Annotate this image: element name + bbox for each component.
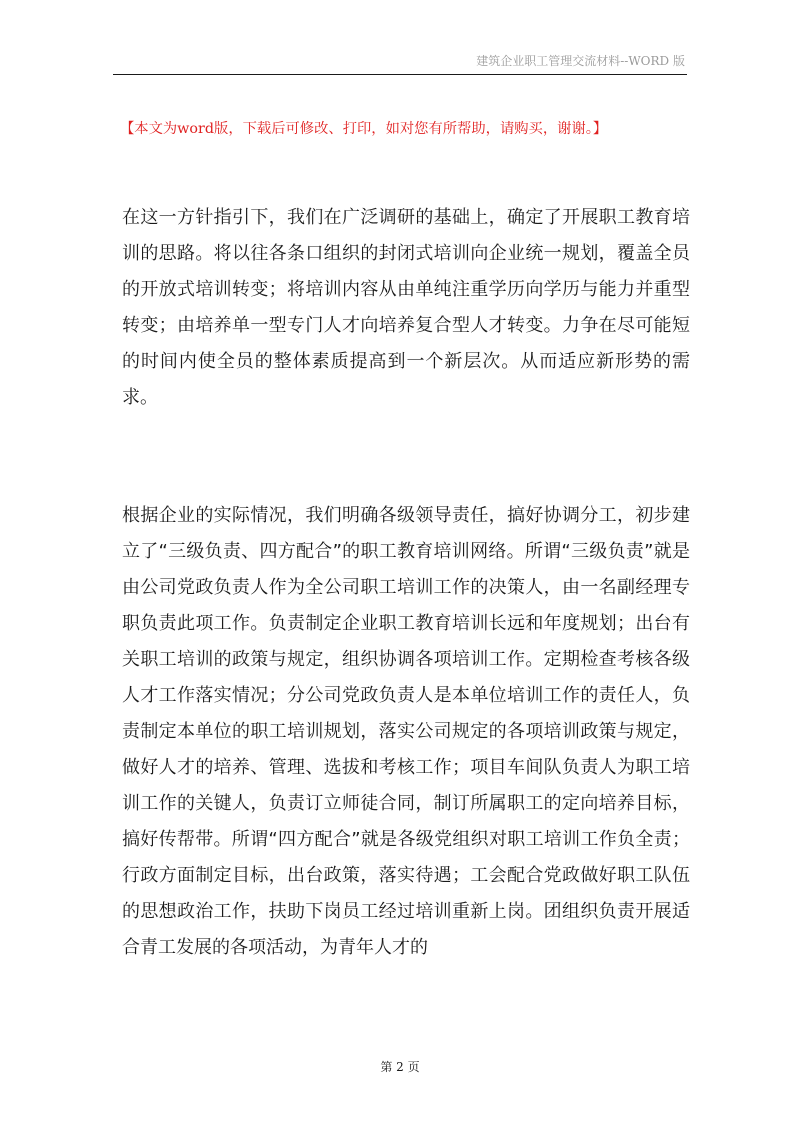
header-divider [113, 74, 687, 75]
page-number: 第 2 页 [380, 1060, 420, 1074]
body-paragraph-2: 根据企业的实际情况，我们明确各级领导责任，搞好协调分工，初步建立了“三级负责、四方配合”的职工教育培训网络。所谓“三级负责”就是由公司党政负责人作为全公司职工培训工作的决策人，由一名副经理专职负责此项工作。负责制定企业职工教育培训长远和年度规划；出台有关职工培训的政策与规定，组织协调各项培训工作。定期检查考核各级人才工作落实情况；分公司党政负责人是本单位培训工作的责任人，负责制定本单位的职工培训规划，落实公司规定的各项培训政策与规定，做好人才的培养、管理、选拔和考核工作；项目车间队负责人为职工培训工作的关键人，负责订立师徒合同，制订所属职工的定向培养目标，搞好传帮带。所谓“四方配合”就是各级党组织对职工培训工作负全责；行政方面制定目标，出台政策，落实待遇；工会配合党政做好职工队伍的思想政治工作，扶助下岗员工经过培训重新上岗。团组织负责开展适合青工发展的各项活动，为青年人才的 [122, 505, 690, 958]
header-title: 建筑企业职工管理交流材料--WORD 版 [476, 54, 685, 68]
body-paragraph-1: 在这一方针指引下，我们在广泛调研的基础上，确定了开展职工教育培训的思路。将以往各条口组织的封闭式培训向企业统一规划，覆盖全员的开放式培训转变；将培训内容从由单纯注重学历向学历与能力并重型转变；由培养单一型专门人才向培养复合型人才转变。力争在尽可能短的时间内使全员的整体素质提高到一个新层次。从而适应新形势的需求。 [122, 207, 690, 408]
purchase-notice: 【本文为word版，下载后可修改、打印，如对您有所帮助，请购买，谢谢。】 [120, 121, 608, 137]
